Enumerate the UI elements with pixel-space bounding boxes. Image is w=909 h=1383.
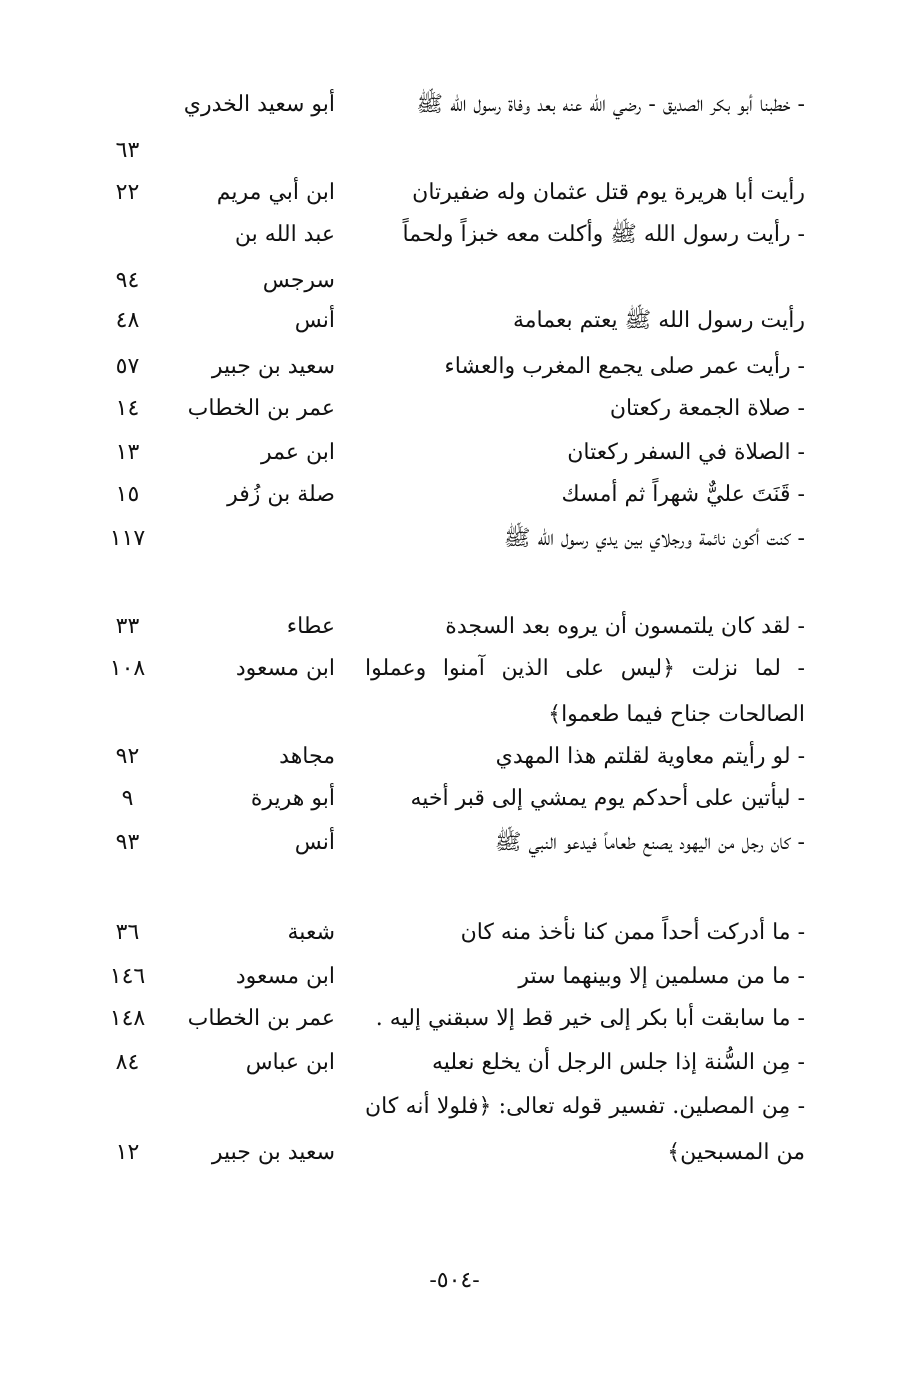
page-number: ١٠٨	[109, 656, 146, 681]
page-number: ١١٧	[109, 526, 146, 551]
hadith-text: - لو رأيتم معاوية لقلتم هذا المهدي	[495, 744, 805, 769]
narrator: شعبة	[287, 920, 335, 945]
hadith-text: - خطبنا أبو بكر الصديق - رضي الله عنه بعد وفاة رسول الله ﷺ	[416, 92, 805, 117]
narrator: مجاهد	[279, 744, 335, 769]
hadith-text: - ما أدركت أحداً ممن كنا نأخذ منه كان	[460, 920, 805, 945]
page-number: ١٣	[115, 440, 140, 465]
narrator: ابن مسعود	[235, 964, 335, 989]
narrator: أبو سعيد الخدري	[183, 92, 335, 117]
hadith-text: رأيت رسول الله ﷺ يعتم بعمامة	[512, 308, 805, 333]
narrator: أنس	[294, 308, 335, 333]
hadith-text: - لما نزلت ﴿ليس على الذين آمنوا وعملوا الصالحات جناح فيما طعموا﴾	[365, 656, 805, 727]
page-number: ١٤	[115, 396, 140, 421]
narrator: ابن مسعود	[235, 656, 335, 681]
page-number: ٩	[121, 786, 134, 811]
narrator: عبد الله بن سرجس	[234, 222, 335, 293]
page-number: ٤٨	[115, 308, 140, 333]
narrator: عمر بن الخطاب	[187, 396, 335, 421]
hadith-text: - قَنَتَ عليٌّ شهراً ثم أمسك	[561, 482, 805, 507]
hadith-text: - رأيت عمر صلى يجمع المغرب والعشاء	[444, 354, 805, 379]
narrator: صلة بن زُفر	[227, 482, 335, 507]
page-number: ٥٧	[115, 354, 140, 379]
page-number: ١٢	[115, 1140, 140, 1165]
narrator: ابن عباس	[245, 1050, 335, 1075]
narrator: أبو هريرة	[250, 786, 335, 811]
narrator: عمر بن الخطاب	[187, 1006, 335, 1031]
hadith-text: - لقد كان يلتمسون أن يروه بعد السجدة	[445, 614, 805, 639]
page-number: ٣٦	[115, 920, 140, 945]
hadith-text: - ما سابقت أبا بكر إلى خير قط إلا سبقني إليه .	[375, 1006, 805, 1031]
page-number: ٩٢	[115, 744, 140, 769]
narrator: ابن أبي مريم	[216, 180, 335, 205]
hadith-text: - مِن المصلين. تفسير قوله تعالى: ﴿فلولا أنه كان من المسبحين﴾	[365, 1094, 805, 1165]
page-number: ٦٣	[115, 138, 140, 163]
page-number: ٨٤	[115, 1050, 140, 1075]
page-number: ٩٤	[115, 268, 140, 293]
page-footer-number: -٥٠٤-	[429, 1268, 480, 1293]
hadith-text: - ليأتين على أحدكم يوم يمشي إلى قبر أخيه	[410, 786, 805, 811]
hadith-text: - رأيت رسول الله ﷺ وأكلت معه خبزاً ولحماً	[402, 222, 805, 247]
page-number: ١٥	[115, 482, 140, 507]
narrator: سعيد بن جبير	[211, 354, 335, 379]
page-number: ١٤٨	[109, 1006, 146, 1031]
narrator: سعيد بن جبير	[211, 1140, 335, 1165]
page-number: ١٤٦	[109, 964, 146, 989]
page-number: ٣٣	[115, 614, 140, 639]
hadith-text: - صلاة الجمعة ركعتان	[609, 396, 805, 421]
narrator: أنس	[294, 830, 335, 855]
hadith-text: رأيت أبا هريرة يوم قتل عثمان وله ضفيرتان	[412, 180, 805, 205]
hadith-text: - مِن السُّنة إذا جلس الرجل أن يخلع نعليه	[432, 1050, 805, 1075]
page-number: ٩٣	[115, 830, 140, 855]
hadith-text: - كنت أكون نائمة ورجلاي بين يدي رسول الله ﷺ	[503, 526, 805, 551]
hadith-text: - ما من مسلمين إلا وبينهما ستر	[518, 964, 805, 989]
page-number: ٢٢	[115, 180, 140, 205]
narrator: عطاء	[286, 614, 335, 639]
hadith-text: - كان رجل من اليهود يصنع طعاماً فيدعو النبي ﷺ	[494, 830, 805, 855]
hadith-text: - الصلاة في السفر ركعتان	[567, 440, 805, 465]
narrator: ابن عمر	[261, 440, 335, 465]
